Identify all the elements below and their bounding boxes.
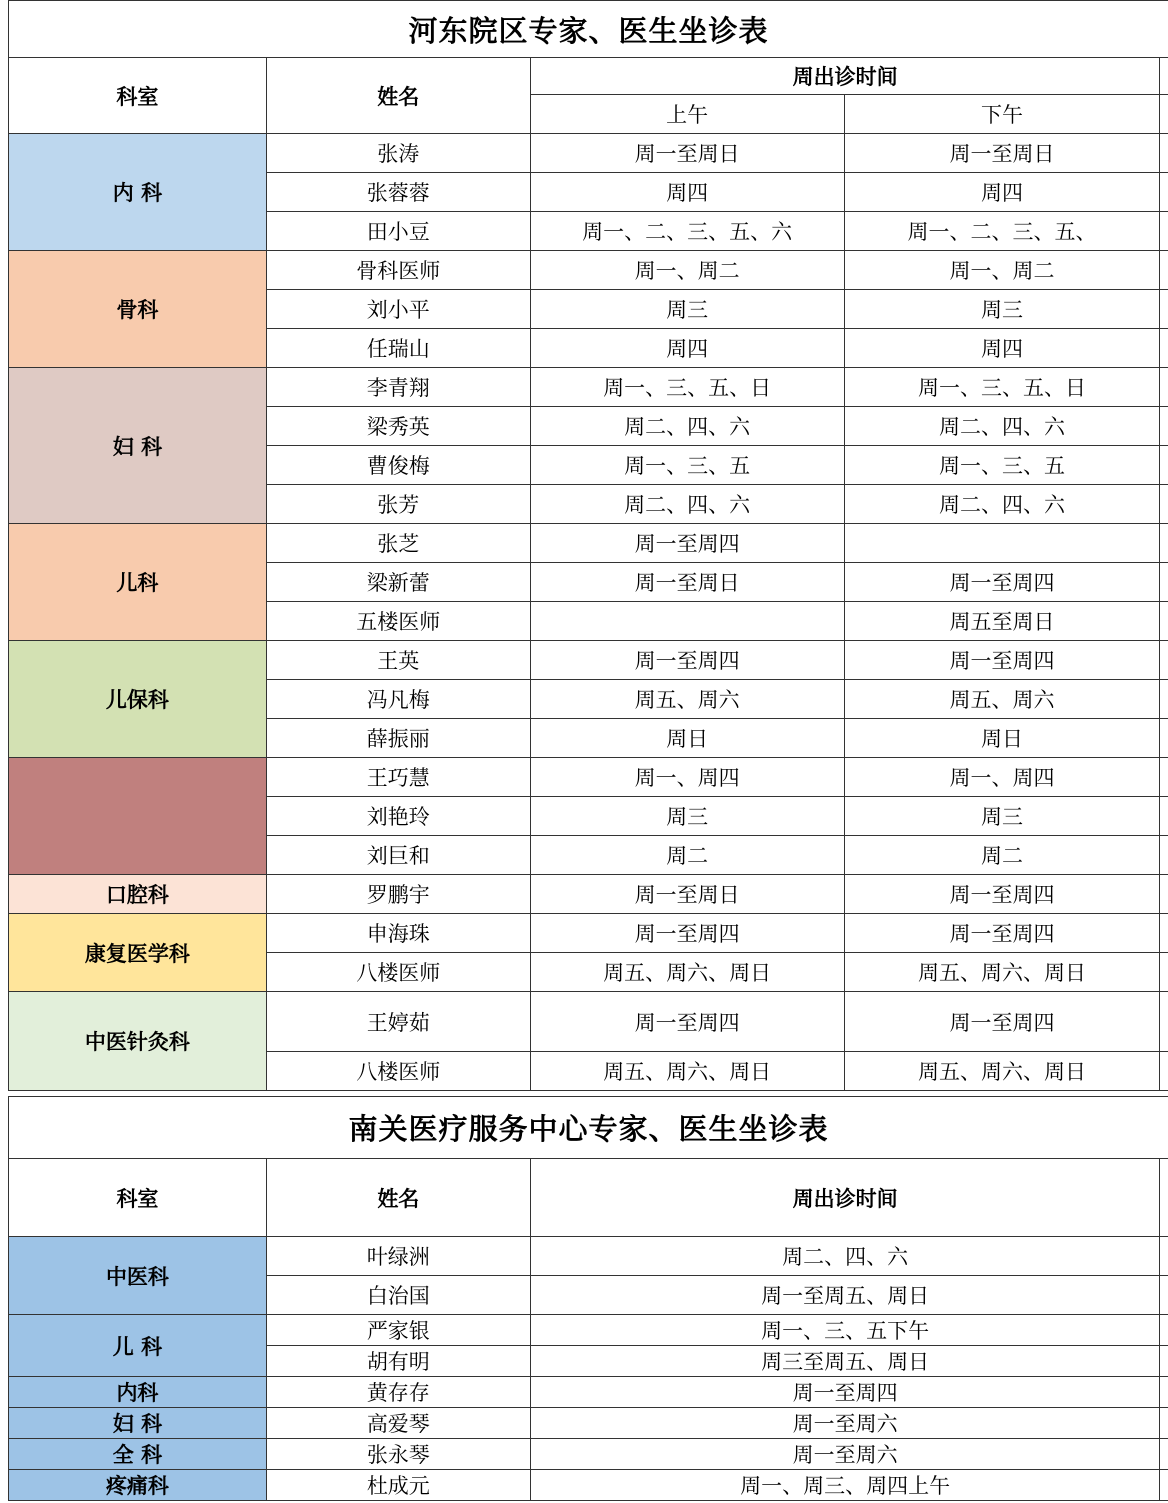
edge-cell xyxy=(1160,329,1168,368)
am-schedule: 周一至周四 xyxy=(530,992,844,1052)
header-am: 上午 xyxy=(530,95,844,134)
hedong-schedule-table xyxy=(8,0,1168,1091)
edge-cell xyxy=(1160,758,1168,797)
pm-schedule: 周一、三、五 xyxy=(844,446,1160,485)
table-row xyxy=(9,368,1168,407)
pm-schedule: 周一、三、五、日 xyxy=(844,368,1160,407)
department-cell: 骨科 xyxy=(9,251,267,368)
doctor-name: 张芝 xyxy=(266,524,530,563)
doctor-name: 张永琴 xyxy=(266,1439,530,1470)
table-row xyxy=(9,251,1168,290)
edge-cell xyxy=(1160,797,1168,836)
am-schedule xyxy=(530,602,844,641)
doctor-name: 王英 xyxy=(266,641,530,680)
table-row xyxy=(9,992,1168,1052)
header-dept: 科室 xyxy=(9,1159,267,1237)
department-cell: 妇 科 xyxy=(9,368,267,524)
pm-schedule: 周一至周四 xyxy=(844,875,1160,914)
table-row xyxy=(9,1408,1168,1439)
table-row xyxy=(9,875,1168,914)
weekly-schedule: 周一至周五、周日 xyxy=(530,1276,1160,1315)
doctor-name: 黄存存 xyxy=(266,1377,530,1408)
am-schedule: 周二 xyxy=(530,836,844,875)
pm-schedule: 周一、周二 xyxy=(844,251,1160,290)
pm-schedule: 周五、周六、周日 xyxy=(844,953,1160,992)
edge-cell xyxy=(1160,1276,1168,1315)
am-schedule: 周三 xyxy=(530,797,844,836)
header-weekly-time: 周出诊时间 xyxy=(530,1159,1160,1237)
edge-cell xyxy=(1160,290,1168,329)
edge-cell xyxy=(1160,641,1168,680)
header-dept: 科室 xyxy=(9,58,267,134)
edge-cell xyxy=(1160,1346,1168,1377)
header-name: 姓名 xyxy=(266,58,530,134)
pm-schedule: 周一至周四 xyxy=(844,641,1160,680)
department-cell: 全 科 xyxy=(9,1439,267,1470)
edge-cell xyxy=(1160,1052,1168,1091)
pm-schedule: 周五、周六、周日 xyxy=(844,1052,1160,1091)
doctor-name: 白治国 xyxy=(266,1276,530,1315)
department-cell: 口腔科 xyxy=(9,875,267,914)
table-row xyxy=(9,758,1168,797)
weekly-schedule: 周一至周四 xyxy=(530,1377,1160,1408)
table-row xyxy=(9,1377,1168,1408)
am-schedule: 周一、周二 xyxy=(530,251,844,290)
edge-cell xyxy=(1160,368,1168,407)
am-schedule: 周五、周六、周日 xyxy=(530,953,844,992)
doctor-name: 刘艳玲 xyxy=(266,797,530,836)
weekly-schedule: 周一、周三、周四上午 xyxy=(530,1470,1160,1501)
am-schedule: 周三 xyxy=(530,290,844,329)
doctor-name: 梁秀英 xyxy=(266,407,530,446)
edge-cell xyxy=(1160,836,1168,875)
am-schedule: 周四 xyxy=(530,173,844,212)
table-row xyxy=(9,1,1168,58)
edge-cell xyxy=(1160,134,1168,173)
department-cell: 儿科 xyxy=(9,524,267,641)
edge-cell xyxy=(1160,719,1168,758)
pm-schedule: 周一、二、三、五、 xyxy=(844,212,1160,251)
table-row xyxy=(9,134,1168,173)
doctor-name: 罗鹏宇 xyxy=(266,875,530,914)
department-cell: 儿保科 xyxy=(9,641,267,758)
edge-cell xyxy=(1160,212,1168,251)
doctor-name: 薛振丽 xyxy=(266,719,530,758)
doctor-name: 王婷茹 xyxy=(266,992,530,1052)
table-row xyxy=(9,1439,1168,1470)
doctor-name: 田小豆 xyxy=(266,212,530,251)
pm-schedule: 周四 xyxy=(844,173,1160,212)
pm-schedule: 周三 xyxy=(844,797,1160,836)
am-schedule: 周一、三、五、日 xyxy=(530,368,844,407)
doctor-name: 严家银 xyxy=(266,1315,530,1346)
pm-schedule xyxy=(844,524,1160,563)
edge-cell xyxy=(1160,563,1168,602)
doctor-name: 高爱琴 xyxy=(266,1408,530,1439)
table-row xyxy=(9,1159,1168,1237)
table-row xyxy=(9,1097,1168,1159)
am-schedule: 周一至周四 xyxy=(530,641,844,680)
doctor-name: 王巧慧 xyxy=(266,758,530,797)
nanguan-schedule-table xyxy=(8,1096,1168,1501)
doctor-name: 任瑞山 xyxy=(266,329,530,368)
pm-schedule: 周五、周六 xyxy=(844,680,1160,719)
pm-schedule: 周三 xyxy=(844,290,1160,329)
am-schedule: 周一、二、三、五、六 xyxy=(530,212,844,251)
department-cell: 疼痛科 xyxy=(9,1470,267,1501)
doctor-name: 冯凡梅 xyxy=(266,680,530,719)
doctor-name: 胡有明 xyxy=(266,1346,530,1377)
am-schedule: 周二、四、六 xyxy=(530,485,844,524)
department-cell: 妇 科 xyxy=(9,1408,267,1439)
doctor-name: 申海珠 xyxy=(266,914,530,953)
edge-cell xyxy=(1160,1377,1168,1408)
doctor-name: 曹俊梅 xyxy=(266,446,530,485)
am-schedule: 周一至周日 xyxy=(530,875,844,914)
edge-cell xyxy=(1160,1470,1168,1501)
doctor-name: 刘巨和 xyxy=(266,836,530,875)
edge-cell xyxy=(1160,914,1168,953)
hedong-title: 河东院区专家、医生坐诊表 xyxy=(9,1,1168,58)
weekly-schedule: 周三至周五、周日 xyxy=(530,1346,1160,1377)
header-name: 姓名 xyxy=(266,1159,530,1237)
edge-cell xyxy=(1160,953,1168,992)
doctor-name: 五楼医师 xyxy=(266,602,530,641)
pm-schedule: 周二、四、六 xyxy=(844,407,1160,446)
edge-cell xyxy=(1160,1439,1168,1470)
edge-cell xyxy=(1160,446,1168,485)
table-row xyxy=(9,641,1168,680)
edge-cell xyxy=(1160,485,1168,524)
table-row xyxy=(9,1470,1168,1501)
pm-schedule: 周四 xyxy=(844,329,1160,368)
pm-schedule: 周二 xyxy=(844,836,1160,875)
edge-cell xyxy=(1160,1315,1168,1346)
am-schedule: 周二、四、六 xyxy=(530,407,844,446)
table-row xyxy=(9,1315,1168,1346)
doctor-name: 八楼医师 xyxy=(266,953,530,992)
department-cell: 中医科 xyxy=(9,1237,267,1315)
doctor-name: 叶绿洲 xyxy=(266,1237,530,1276)
weekly-schedule: 周二、四、六 xyxy=(530,1237,1160,1276)
table-row xyxy=(9,914,1168,953)
doctor-name: 张蓉蓉 xyxy=(266,173,530,212)
edge-cell xyxy=(1160,95,1168,134)
table-row xyxy=(9,524,1168,563)
pm-schedule: 周日 xyxy=(844,719,1160,758)
pm-schedule: 周五至周日 xyxy=(844,602,1160,641)
doctor-name: 杜成元 xyxy=(266,1470,530,1501)
am-schedule: 周日 xyxy=(530,719,844,758)
am-schedule: 周四 xyxy=(530,329,844,368)
edge-cell xyxy=(1160,251,1168,290)
department-cell: 中医针灸科 xyxy=(9,992,267,1091)
am-schedule: 周一、三、五 xyxy=(530,446,844,485)
pm-schedule: 周一至周四 xyxy=(844,992,1160,1052)
edge-cell xyxy=(1160,407,1168,446)
department-cell: 内科 xyxy=(9,1377,267,1408)
am-schedule: 周五、周六、周日 xyxy=(530,1052,844,1091)
am-schedule: 周一至周四 xyxy=(530,914,844,953)
department-cell xyxy=(9,758,267,875)
am-schedule: 周一至周四 xyxy=(530,524,844,563)
edge-cell xyxy=(1160,602,1168,641)
doctor-name: 骨科医师 xyxy=(266,251,530,290)
doctor-name: 张芳 xyxy=(266,485,530,524)
am-schedule: 周一、周四 xyxy=(530,758,844,797)
edge-cell xyxy=(1160,875,1168,914)
edge-cell xyxy=(1160,680,1168,719)
header-pm: 下午 xyxy=(844,95,1160,134)
pm-schedule: 周一至周日 xyxy=(844,134,1160,173)
table-row xyxy=(9,58,1168,95)
pm-schedule: 周一、周四 xyxy=(844,758,1160,797)
pm-schedule: 周二、四、六 xyxy=(844,485,1160,524)
am-schedule: 周五、周六 xyxy=(530,680,844,719)
nanguan-title: 南关医疗服务中心专家、医生坐诊表 xyxy=(9,1097,1168,1159)
department-cell: 康复医学科 xyxy=(9,914,267,992)
weekly-schedule: 周一、三、五下午 xyxy=(530,1315,1160,1346)
department-cell: 儿 科 xyxy=(9,1315,267,1377)
edge-cell xyxy=(1160,1408,1168,1439)
pm-schedule: 周一至周四 xyxy=(844,914,1160,953)
edge-cell xyxy=(1160,1237,1168,1276)
weekly-schedule: 周一至周六 xyxy=(530,1439,1160,1470)
edge-cell xyxy=(1160,524,1168,563)
weekly-schedule: 周一至周六 xyxy=(530,1408,1160,1439)
doctor-name: 刘小平 xyxy=(266,290,530,329)
am-schedule: 周一至周日 xyxy=(530,563,844,602)
edge-cell xyxy=(1160,58,1168,95)
doctor-name: 八楼医师 xyxy=(266,1052,530,1091)
doctor-name: 张涛 xyxy=(266,134,530,173)
edge-cell xyxy=(1160,992,1168,1052)
department-cell: 内 科 xyxy=(9,134,267,251)
edge-cell xyxy=(1160,1159,1168,1237)
doctor-name: 梁新蕾 xyxy=(266,563,530,602)
table-row xyxy=(9,1237,1168,1276)
am-schedule: 周一至周日 xyxy=(530,134,844,173)
doctor-name: 李青翔 xyxy=(266,368,530,407)
pm-schedule: 周一至周四 xyxy=(844,563,1160,602)
edge-cell xyxy=(1160,173,1168,212)
header-weekly-time: 周出诊时间 xyxy=(530,58,1160,95)
